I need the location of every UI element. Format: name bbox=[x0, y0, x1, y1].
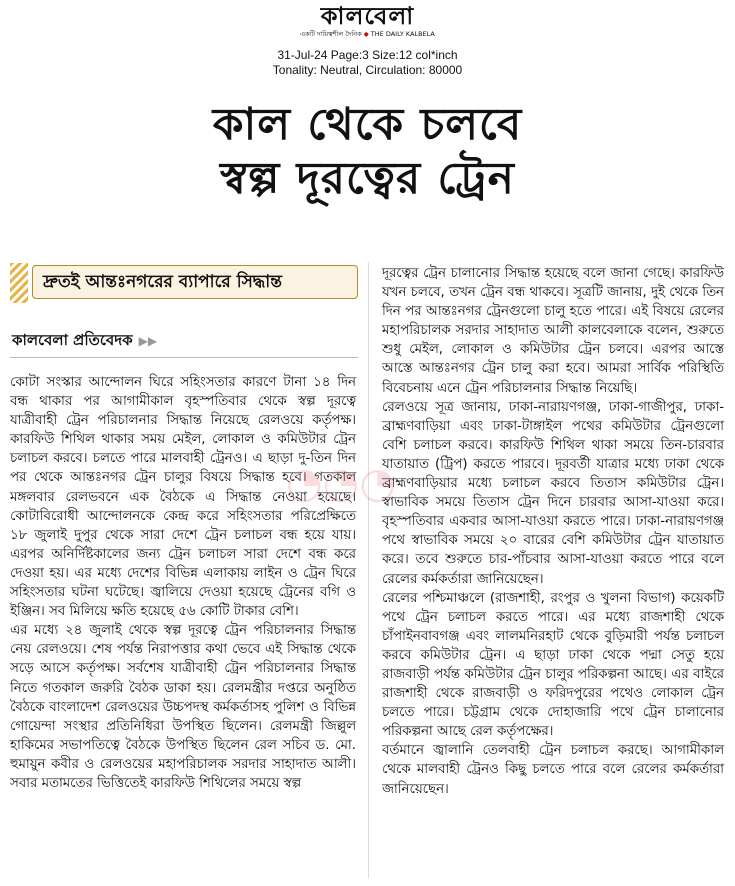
article-paragraph: বর্তমানে জ্বালানি তেলবাহী ট্রেন চলাচল করছে। আগামীকাল থেকে মালবাহী ট্রেনও কিছু চলতে পারে বলে রেলের কর্মকর্তারা জানিয়েছেন। bbox=[382, 743, 724, 797]
article-paragraph: রেলের পশ্চিমাঞ্চলে (রাজশাহী, রংপুর ও খুলনা বিভাগ) কয়েকটি পথে ট্রেন চলাচল করতে পারে। এর মধ্যে রাজশাহী থেকে চাঁপাইনবাবগঞ্জ এবং লালমনিরহাট থেকে বুড়িমারী পর্যন্ত চলাচল করবে কমিউটার ট্রেন। এ ছাড়া ঢাকা থেকে পদ্মা সেতু হয়ে রাজবাড়ী পর্যন্ত কমিউটার ট্রেন চালুর পরিকল্পনা আছে। এর বাইরে রাজশাহী থেকে রাজবাড়ী ও ফরিদপুরের পথেও লোকাল ট্রেন চলতে পারে। চট্টগ্রাম থেকে দোহাজারি পথে ট্রেন চালানোর পরিকল্পনা আছে রেল কর্তৃপক্ষের। bbox=[382, 590, 724, 740]
byline bbox=[12, 330, 157, 351]
headline-line-1: কাল থেকে চলবে bbox=[212, 99, 523, 150]
subheadline-box bbox=[10, 263, 362, 303]
byline-text: কালবেলা প্রতিবেদক bbox=[12, 331, 133, 349]
article-column-left bbox=[10, 373, 356, 793]
clipping-meta-tonality: Tonality: Neutral, Circulation: 80000 bbox=[272, 63, 463, 77]
tagline-english: THE DAILY KALBELA bbox=[370, 30, 435, 38]
double-chevron-right-icon: ▶▶ bbox=[138, 334, 158, 348]
watermark-logo: ◔◔◔ bbox=[286, 458, 396, 507]
headline-line-2: স্বল্প দূরত্বের ট্রেন bbox=[220, 153, 515, 204]
newspaper-logo: কালবেলা bbox=[320, 1, 415, 30]
clipping-meta-date-page: 31-Jul-24 Page:3 Size:12 col*inch bbox=[277, 48, 458, 62]
column-divider bbox=[368, 262, 369, 878]
subheadline-pattern-icon bbox=[10, 263, 28, 303]
masthead bbox=[0, 2, 735, 39]
headline bbox=[60, 98, 675, 206]
byline-divider bbox=[10, 357, 358, 358]
article-paragraph: রেলওয়ে সূত্র জানায়, ঢাকা-নারায়ণগঞ্জ, ঢাকা-গাজীপুর, ঢাকা-ব্রাহ্মণবাড়িয়া এবং ঢাকা-টাঙ্গাইল পথের কমিউটার ট্রেনগুলো বেশি চলাচল করবে। কারফিউ শিথিল থাকা সময়ে তিন-চারবার যাতায়াত (ট্রিপ) করতে পারবে। দূরবর্তী যাত্রার মধ্যে ঢাকা থেকে ব্রাহ্মণবাড়িয়ার মধ্যে চলাচল করবে তিতাস কমিউটার ট্রেন। স্বাভাবিক সময়ে তিতাস ট্রেন দিনে চারবার আসা-যাওয়া করে। বৃহস্পতিবার একবার আসা-যাওয়া করতে পারে। ঢাকা-নারায়ণগঞ্জ পথে স্বাভাবিক সময়ে ২০ বারের বেশি কমিউটার ট্রেন যাতায়াত করে। তবে শুরুতে চার-পাঁচবার আসা-যাওয়া করতে পারে বলে রেলের কর্মকর্তারা জানিয়েছেন। bbox=[382, 399, 724, 587]
tagline-bengali: একটি দায়িত্বশীল দৈনিক bbox=[300, 30, 362, 38]
article-column-right bbox=[382, 264, 724, 799]
article-paragraph: কোটা সংস্কার আন্দোলন ঘিরে সহিংসতার কারণে টানা ১৪ দিন বন্ধ থাকার পর আগামীকাল বৃহস্পতিবার থেকে স্বল্প দূরত্বে যাত্রীবাহী ট্রেন পরিচালনার সিদ্ধান্ত নিয়েছে রেলওয়ে কর্তৃপক্ষ। কারফিউ শিথিল থাকার সময় মেইল, লোকাল ও কমিউটার ট্রেন চলাচল করবে। চলতে পারে মালবাহী ট্রেনও। এ ছাড়া দু-তিন দিন পর থেকে আন্তঃনগর ট্রেন চালুর বিষয়ে সিদ্ধান্ত হবে। গতকাল মঙ্গলবার রেলভবনে এক বৈঠকে এ সিদ্ধান্ত নেওয়া হয়েছে। কোটাবিরোধী আন্দোলনকে কেন্দ্র করে সহিংসতার পরিপ্রেক্ষিতে ১৮ জুলাই দুপুর থেকে সারা দেশে ট্রেন চলাচল বন্ধ হয়ে যায়। এরপর অনির্দিষ্টকালের জন্য ট্রেন চলাচল সারা দেশে বন্ধ করে দেওয়া হয়। এর মধ্যে দেশের বিভিন্ন এলাকায় লাইন ও ট্রেন ঘিরে সহিংসতার ঘটনা ঘটেছে। জ্বালিয়ে দেওয়া হয়েছে ট্রেনের বগি ও ইঞ্জিন। সব মিলিয়ে ক্ষতি হয়েছে ৫৬ কোটি টাকার বেশি। bbox=[10, 375, 356, 620]
masthead-tagline bbox=[0, 30, 735, 39]
article-paragraph: দূরত্বের ট্রেন চালানোর সিদ্ধান্ত হয়েছে বলে জানা গেছে। কারফিউ যখন চলবে, তখন ট্রেন বন্ধ থাকবে। সূত্রটি জানায়, দুই থেকে তিন দিন পর আন্তঃনগর ট্রেনগুলো চালু হতে পারে। এই বিষয়ে রেলের মহাপরিচালক সরদার সাহাদাত আলী কালবেলাকে বলেন, শুরুতে শুধু মেইল, লোকাল ও কমিউটার ট্রেন চলবে। এরপর আস্তে আস্তে আন্তঃনগর ট্রেন চালু করা হবে। আমরা সার্বিক পরিস্থিতি বিবেচনায় এনে ট্রেন পরিচালনার সিদ্ধান্ত নিয়েছি। bbox=[382, 266, 724, 396]
subheadline: দ্রুতই আন্তঃনগরের ব্যাপারে সিদ্ধান্ত bbox=[32, 265, 358, 299]
tagline-diamond-icon: ◆ bbox=[363, 30, 369, 38]
article-paragraph: এর মধ্যে ২৪ জুলাই থেকে স্বল্প দূরত্বে ট্রেন পরিচালনার সিদ্ধান্ত নেয় রেলওয়ে। শেষ পর্যন্ত নিরাপত্তার কথা ভেবে এই সিদ্ধান্ত থেকে সড়ে আসে কর্তৃপক্ষ। সর্বশেষ যাত্রীবাহী ট্রেন পরিচালনার সিদ্ধান্ত নিতে গতকাল জরুরি বৈঠক ডাকা হয়। রেলমন্ত্রীর দপ্তরে অনুষ্ঠিত বৈঠকে বাংলাদেশ রেলওয়ের উচ্চপদস্থ কর্মকর্তাসহ পুলিশ ও বিভিন্ন গোয়েন্দা সংস্থার প্রতিনিধিরা উপস্থিত ছিলেন। রেলমন্ত্রী জিল্লুল হাকিমের সভাপতিত্বে বৈঠকে উপস্থিত ছিলেন রেল সচিব ড. মো. হুমায়ুন কবীর ও রেলওয়ের মহাপরিচালক সরদার সাহাদাত আলী। সবার মতামতের ভিত্তিতেই কারফিউ শিথিলের সময়ে স্বল্প bbox=[10, 623, 356, 791]
